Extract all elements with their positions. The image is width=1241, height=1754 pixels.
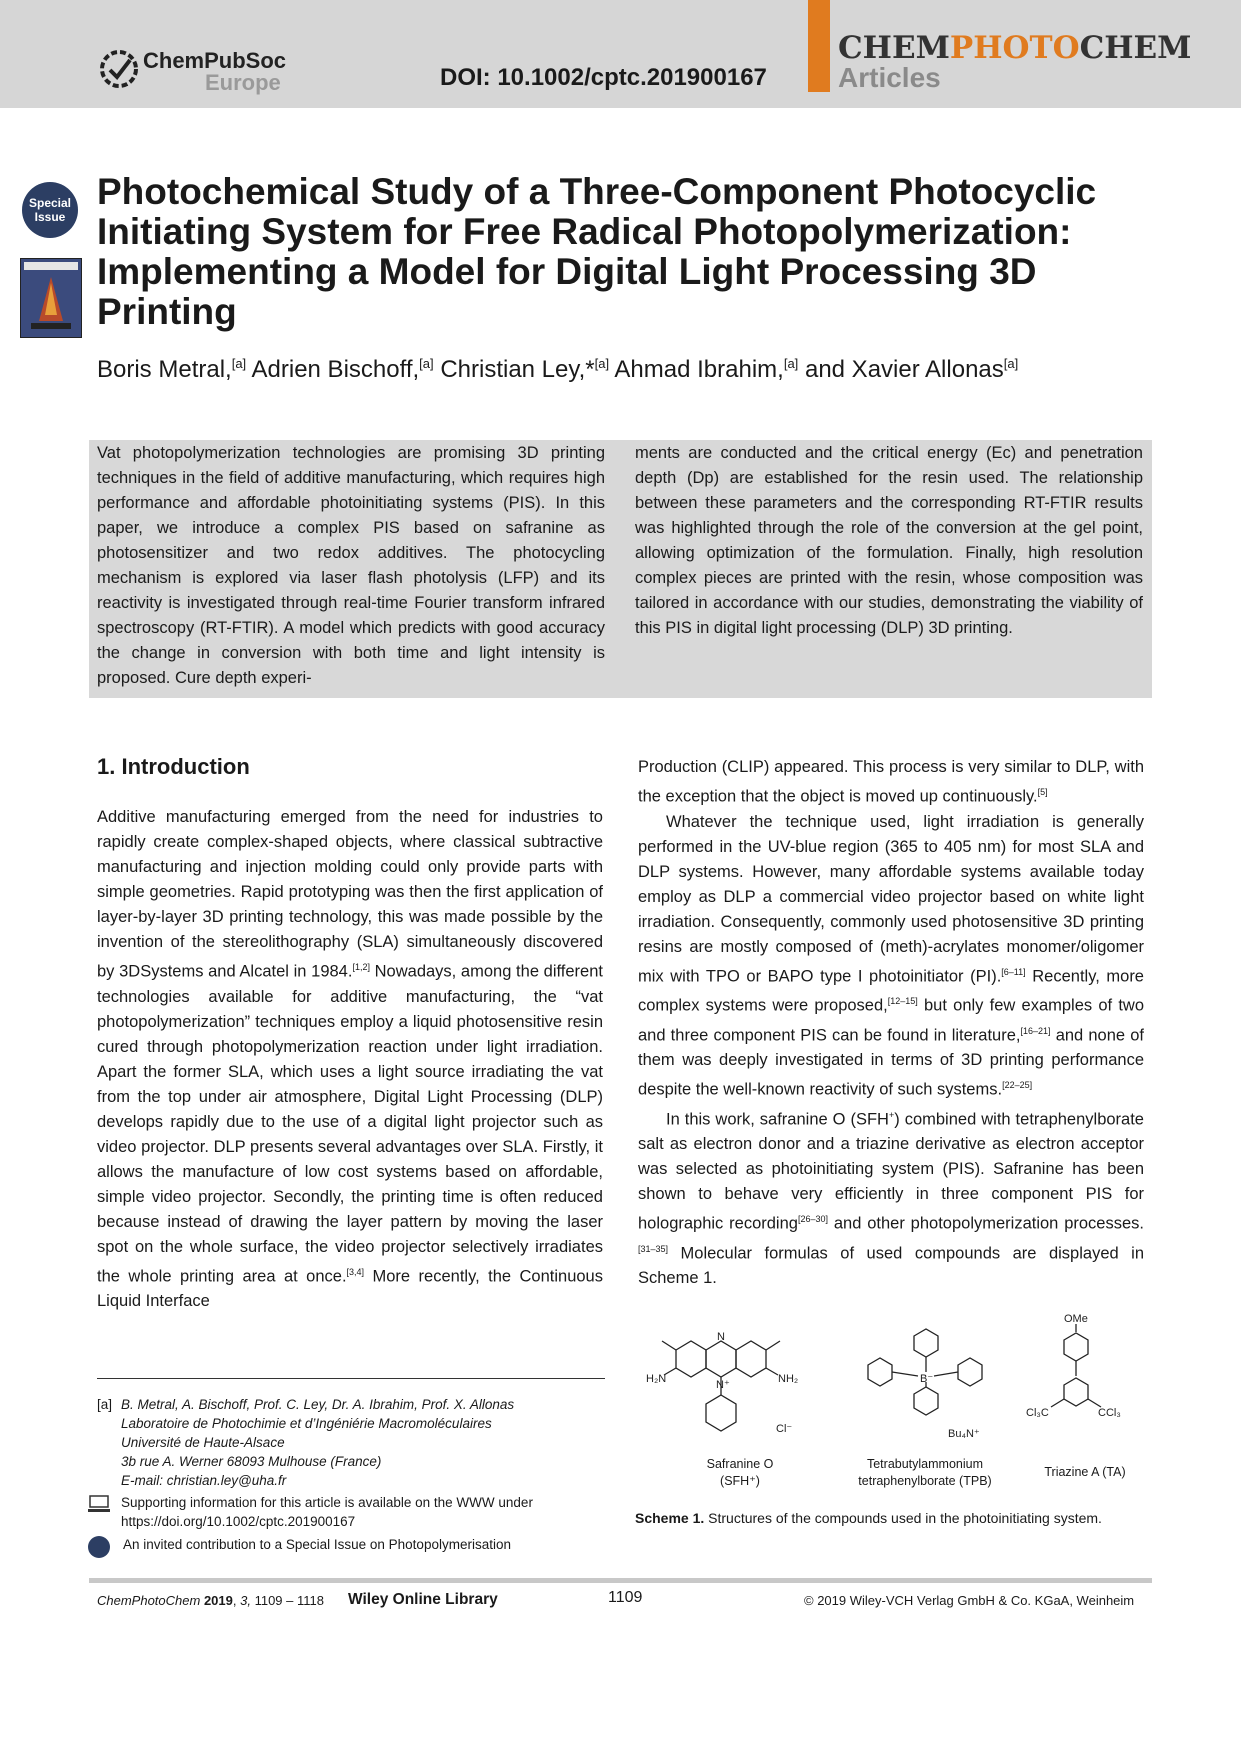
- citation[interactable]: [12–15]: [887, 996, 918, 1006]
- author-name: and Xavier Allonas: [804, 356, 1004, 383]
- footer-rule: [89, 1578, 1152, 1583]
- text-run: but only few examples of two and three component PIS can be found in literature,: [638, 996, 1144, 1044]
- text-run: Recently, more complex systems were proposed,: [638, 967, 1144, 1015]
- citation[interactable]: [26–30]: [797, 1214, 828, 1224]
- body-right-column: [638, 755, 1144, 1291]
- footer-citation: ChemPhotoChem 2019, 3, 1109 – 1118: [97, 1593, 324, 1608]
- citation[interactable]: [22–25]: [1002, 1080, 1033, 1090]
- publisher-name: ChemPubSoc: [143, 48, 287, 73]
- affiliation-marker: [a]: [231, 356, 247, 371]
- text-run: Production (CLIP) appeared. This process is very similar to DLP, with the exception that the object is moved up continuously.: [638, 758, 1144, 806]
- author-name: Adrien Bischoff,: [251, 356, 420, 383]
- article-title: Photochemical Study of a Three-Component Photocyclic Initiating System for Free Radical Photopolymerization: Implementing a Model for Digital Light Processing 3D Printing: [97, 171, 1097, 332]
- text-run: and other photopolymerization processes.: [827, 1214, 1144, 1233]
- paragraph: [638, 810, 1144, 1103]
- wiley-online-library-link[interactable]: Wiley Online Library: [348, 1591, 498, 1608]
- citation[interactable]: [1,2]: [352, 962, 370, 972]
- journal-title-part1: CHEM: [838, 30, 950, 66]
- section-heading-introduction: 1. Introduction: [97, 754, 250, 779]
- paragraph: [638, 755, 1144, 810]
- text-run: In this work, safranine O (SFH: [666, 1110, 889, 1128]
- supporting-info-note[interactable]: Supporting information for this article is available on the WWW under https://doi.org/10.1002/cptc.201900167: [121, 1495, 533, 1529]
- triazine-structure: [1051, 1324, 1101, 1407]
- compound-name: Safranine O: [706, 1457, 774, 1471]
- affiliation-marker: [a]: [419, 356, 434, 371]
- journal-title: [838, 30, 1192, 66]
- text-run: More recently, the Continuous Liquid Interface: [97, 1267, 603, 1310]
- doi[interactable]: DOI: 10.1002/cptc.201900167: [440, 64, 767, 91]
- copyright: © 2019 Wiley-VCH Verlag GmbH & Co. KGaA, Weinheim: [804, 1593, 1135, 1608]
- abstract-right-column: ments are conducted and the critical energy (Ec) and penetration depth (Dp) are established for the resin used. The relationship between these parameters and the corresponding RT-FTIR results was highlighted through the role of the conversion at the gel point, allowing optimization of the formulation. Finally, high resolution complex pieces are printed with the resin, whose composition was tailored in accordance with our studies, demonstrating the viability of this PIS in digital light processing (DLP) 3D printing.: [635, 444, 1143, 637]
- publisher-sub: Europe: [205, 70, 281, 95]
- badge-line2: Issue: [34, 210, 66, 224]
- text-run: and none of them was deeply investigated in terms of 3D printing performance despite the well-known reactivity of such systems.: [638, 1026, 1144, 1099]
- text-run: ) combined with tetraphenylborate salt as electron donor and a triazine derivative as electron acceptor was selected as photoinitiating system (PIS). Safranine has been shown to behave very efficiently in three component PIS for holographic recording: [638, 1110, 1144, 1233]
- footer-volume: 3,: [240, 1593, 251, 1608]
- paragraph: [638, 1103, 1144, 1292]
- affiliation-marker: [a]: [783, 356, 799, 371]
- special-issue-small-icon: [88, 1536, 110, 1558]
- citation[interactable]: [16–21]: [1020, 1025, 1051, 1036]
- citation[interactable]: [3,4]: [346, 1266, 365, 1277]
- page-number: 1109: [608, 1589, 643, 1606]
- compound-abbr: (SFH⁺): [720, 1474, 760, 1488]
- compound-abbr: tetraphenylborate (TPB): [858, 1474, 992, 1488]
- compound-label-sfh: [680, 1456, 800, 1490]
- label-cl3c: Cl₃C: [1026, 1407, 1049, 1419]
- invited-contribution-note: An invited contribution to a Special Issue on Photopolymerisation: [123, 1537, 511, 1552]
- citation[interactable]: [5]: [1037, 787, 1048, 797]
- paragraph: [97, 805, 603, 1314]
- compound-name: Tetrabutylammonium: [866, 1457, 983, 1471]
- header-accent-bar: [808, 0, 830, 92]
- citation[interactable]: [31–35]: [638, 1243, 669, 1254]
- footer-journal: ChemPhotoChem: [97, 1593, 201, 1608]
- footer-year: 2019: [203, 1593, 233, 1608]
- author-name: Ahmad Ibrahim,: [614, 356, 784, 383]
- scheme-caption: [635, 1510, 1102, 1526]
- label-boron: B⁻: [920, 1373, 934, 1385]
- issue-cover-thumbnail[interactable]: [20, 258, 82, 338]
- abstract-left-column: Vat photopolymerization technologies are promising 3D printing techniques in the field of additive manufacturing, which requires high performance and affordable photoinitiating systems (PIS). In this paper, we introduce a complex PIS based on safranine as photosensitizer and two redox additives. The photocycling mechanism is explored via laser flash photolysis (LFP) and its reactivity is investigated through real-time Fourier transform infrared spectroscopy (RT-FTIR). A model which predicts with good accuracy the change in conversion with both time and light intensity is proposed. Cure depth experi-: [97, 444, 605, 687]
- label-bu4n: Bu₄N⁺: [948, 1428, 980, 1440]
- text-run: Additive manufacturing emerged from the need for industries to rapidly create complex-shaped objects, where classical subtractive manufacturing and injection molding could only provide parts with simple geometries. Rapid prototyping was then the first application of layer-by-layer 3D printing technology, this was made possible by the invention of the stereolithography (SLA) simultaneously discovered by 3DSystems and Alcatel in 1984.: [97, 808, 603, 981]
- footnote-line: 3b rue A. Werner 68093 Mulhouse (France): [121, 1454, 382, 1469]
- compound-label-tpb: [840, 1456, 1010, 1490]
- footnote-rule: [97, 1378, 605, 1379]
- footnote-email[interactable]: E-mail: christian.ley@uha.fr: [121, 1473, 287, 1488]
- footnote-line: Université de Haute-Alsace: [121, 1435, 285, 1450]
- label-nh2: NH₂: [778, 1373, 799, 1385]
- label-n-plus: N⁺: [716, 1379, 730, 1391]
- body-left-column: [97, 805, 603, 1314]
- footnote-line: Laboratoire de Photochimie et d’Ingéniérie Macromoléculaires: [121, 1416, 492, 1431]
- special-issue-badge[interactable]: [22, 182, 78, 238]
- label-cl-minus: Cl⁻: [776, 1423, 793, 1435]
- chempubsoc-logo-icon: [98, 48, 140, 90]
- affiliation-marker: [a]: [1003, 356, 1019, 371]
- text-run: Whatever the technique used, light irradiation is generally performed in the UV-blue region (365 to 405 nm) for most SLA and DLP systems. However, many affordable systems available today employ as DLP a commercial video projector based on white light irradiation. Consequently, commonly used photosensitive 3D printing resins are mostly composed of (meth)-acrylates monomer/oligomer mix with TPO or BAPO type I photoinitiator (PI).: [638, 812, 1144, 985]
- journal-title-part3: CHEM: [1079, 30, 1192, 66]
- text-run: Nowadays, among the different technologies available for additive manufacturing, the “vat photopolymerization” techniques employ a liquid photosensitive resin cured through photopolymerization reaction under light irradiation. Apart the former SLA, which uses a light source irradiating the vat from the top under air atmosphere, Digital Light Processing (DLP) develops rapidly due to the use of a digital light projector such as video projector. DLP presents several advantages over SLA. Firstly, it allows the manufacture of low cost systems based on affordable, simple video projector. Secondly, the printing time is often reduced because instead of drawing the layer pattern by moving the laser spot on the whole surface, the video projector selectively irradiates the whole printing area at once.: [97, 962, 603, 1285]
- affiliation-marker: [a]: [594, 356, 610, 371]
- badge-line1: Special: [28, 196, 72, 210]
- section-label: Articles: [838, 62, 941, 93]
- caption-label: Scheme 1.: [635, 1510, 705, 1526]
- affiliation-footnote: [97, 1395, 607, 1490]
- text-run: Molecular formulas of used compounds are displayed in Scheme 1.: [638, 1244, 1144, 1287]
- computer-icon: [88, 1495, 110, 1513]
- label-ome: OMe: [1064, 1313, 1088, 1325]
- author-name: Christian Ley,*: [440, 356, 595, 383]
- tpb-structure: [868, 1329, 982, 1415]
- footnote-line: B. Metral, A. Bischoff, Prof. C. Ley, Dr. A. Ibrahim, Prof. X. Allonas: [121, 1397, 515, 1412]
- compound-label-ta: Triazine A (TA): [1044, 1465, 1126, 1479]
- journal-title-part2: PHOTO: [949, 30, 1080, 66]
- label-n-top: N: [717, 1331, 725, 1343]
- citation[interactable]: [6–11]: [1001, 966, 1026, 977]
- footer-pages: 1109 – 1118: [254, 1593, 324, 1608]
- label-ccl3: CCl₃: [1098, 1407, 1121, 1419]
- author-list: [97, 356, 1147, 384]
- author-name: Boris Metral,: [97, 356, 232, 383]
- caption-text: Structures of the compounds used in the photoinitiating system.: [704, 1510, 1102, 1526]
- superscript-plus: +: [888, 1109, 895, 1120]
- label-h2n: H₂N: [646, 1373, 667, 1385]
- footnote-label: [a]: [97, 1397, 113, 1412]
